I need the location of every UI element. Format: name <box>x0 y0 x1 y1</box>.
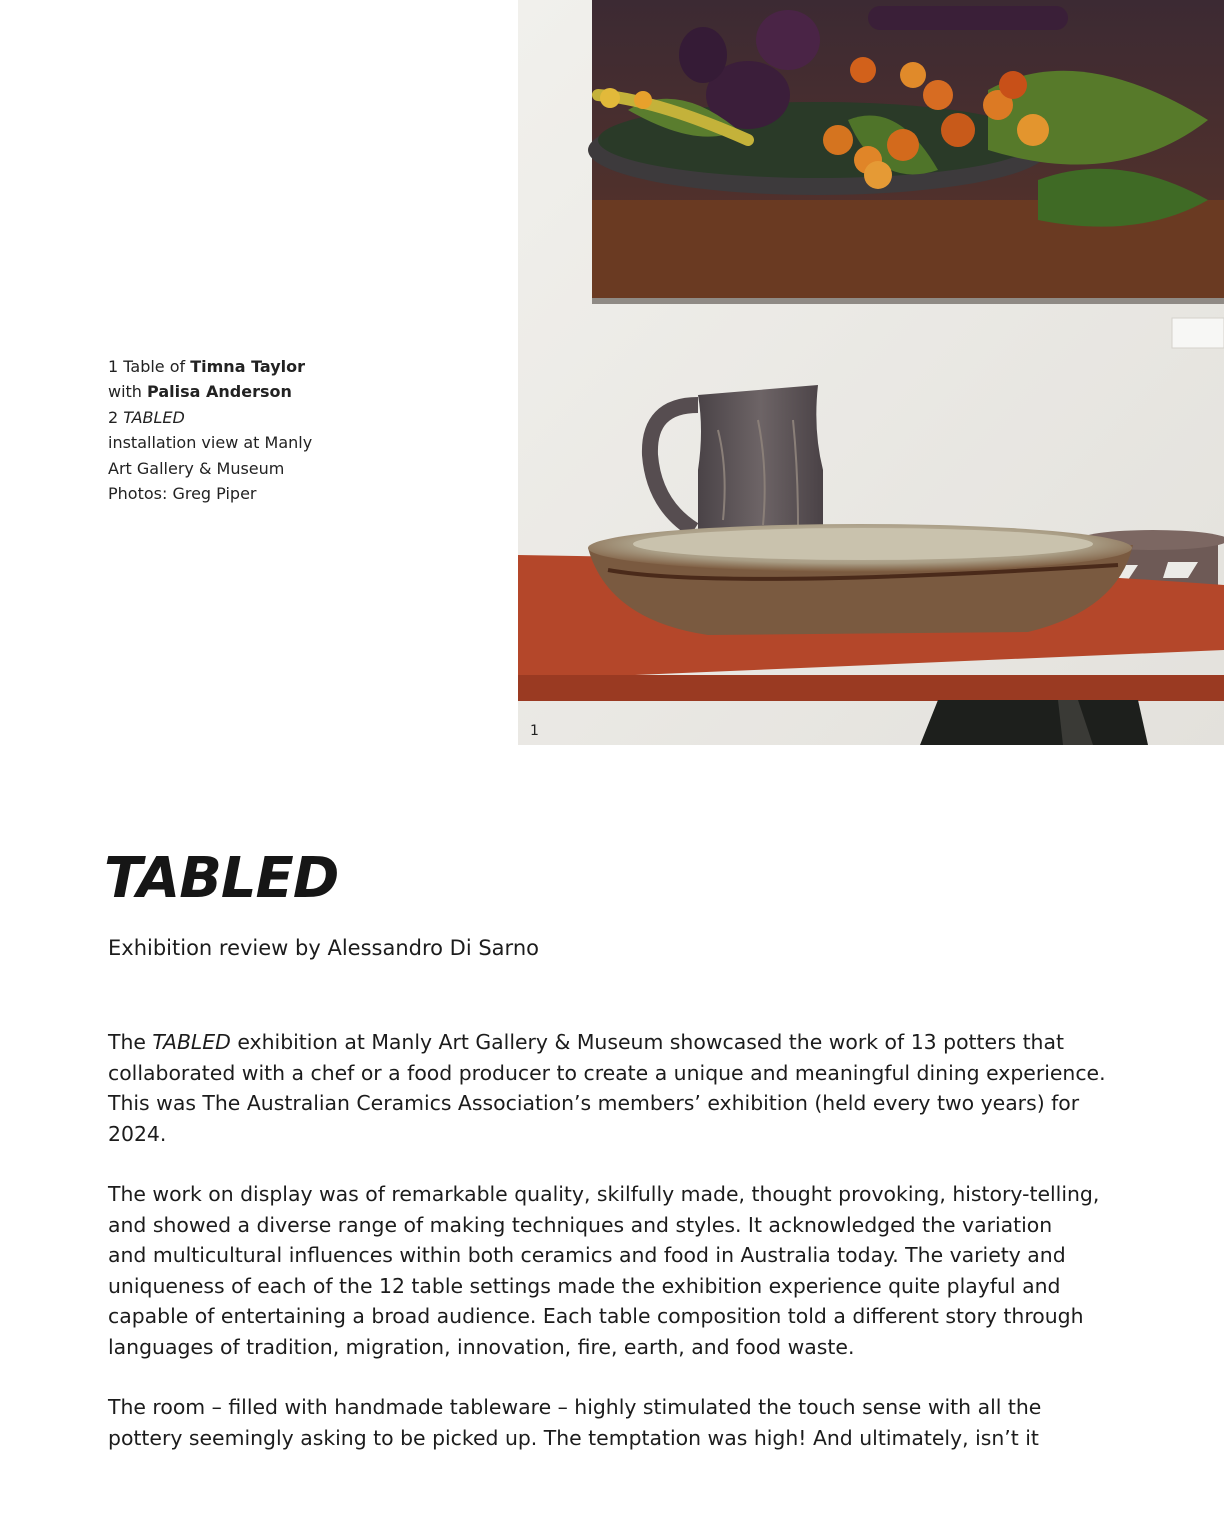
ceramic-platter <box>588 524 1133 635</box>
caption-line: Art Gallery & Museum <box>108 458 285 478</box>
caption-line: installation view at Manly <box>108 433 313 453</box>
text-line: and multicultural influences within both ceramics and food in Australia today. The variety and <box>108 1243 1066 1267</box>
text-line: collaborated with a chef or a food producer to create a unique and meaningful dining experience. <box>108 1060 1106 1085</box>
text-line: and showed a diverse range of making techniques and styles. It acknowledged the variation <box>108 1212 1053 1237</box>
paragraph-2 <box>108 1179 1098 1362</box>
photo-number: 1 <box>530 723 539 739</box>
caption-line: 1 Table of Timna Taylor <box>108 357 306 376</box>
framed-food-photograph <box>588 0 1224 348</box>
photo-caption <box>108 354 408 506</box>
article-byline: Exhibition review by Alessandro Di Sarno <box>108 936 539 960</box>
text-line: The room – filled with handmade tableware – highly stimulated the touch sense with all the <box>108 1395 1042 1419</box>
caption-artist-name: Timna Taylor <box>190 357 306 376</box>
photo-illustration <box>518 0 1224 745</box>
installation-photo <box>518 0 1224 745</box>
caption-photo-credit: Photos: Greg Piper <box>108 484 257 504</box>
caption-line: 2 TABLED <box>108 407 185 427</box>
text-line: The work on display was of remarkable quality, skilfully made, thought provoking, history-telling, <box>108 1182 1100 1206</box>
text-line: pottery seemingly asking to be picked up. The temptation was high! And ultimately, isn’t it <box>108 1425 1039 1450</box>
text-line: The TABLED exhibition at Manly Art Gallery & Museum showcased the work of 13 potters that <box>108 1030 1064 1054</box>
text-line: languages of tradition, migration, innovation, fire, earth, and food waste. <box>108 1334 855 1359</box>
text-line: capable of entertaining a broad audience. Each table composition told a different story through <box>108 1304 1084 1328</box>
article-body <box>108 1027 1106 1483</box>
caption-chef-name: Palisa Anderson <box>147 382 292 402</box>
text-line: 2024. <box>108 1121 167 1146</box>
paragraph-1 <box>108 1027 1106 1149</box>
text-line: uniqueness of each of the 12 table settings made the exhibition experience quite playful and <box>108 1273 1061 1298</box>
text-line: This was The Australian Ceramics Association’s members’ exhibition (held every two years) for <box>108 1091 1080 1115</box>
caption-line: with Palisa Anderson <box>108 382 292 402</box>
paragraph-3 <box>108 1392 1098 1453</box>
article-title: TABLED <box>104 846 339 911</box>
